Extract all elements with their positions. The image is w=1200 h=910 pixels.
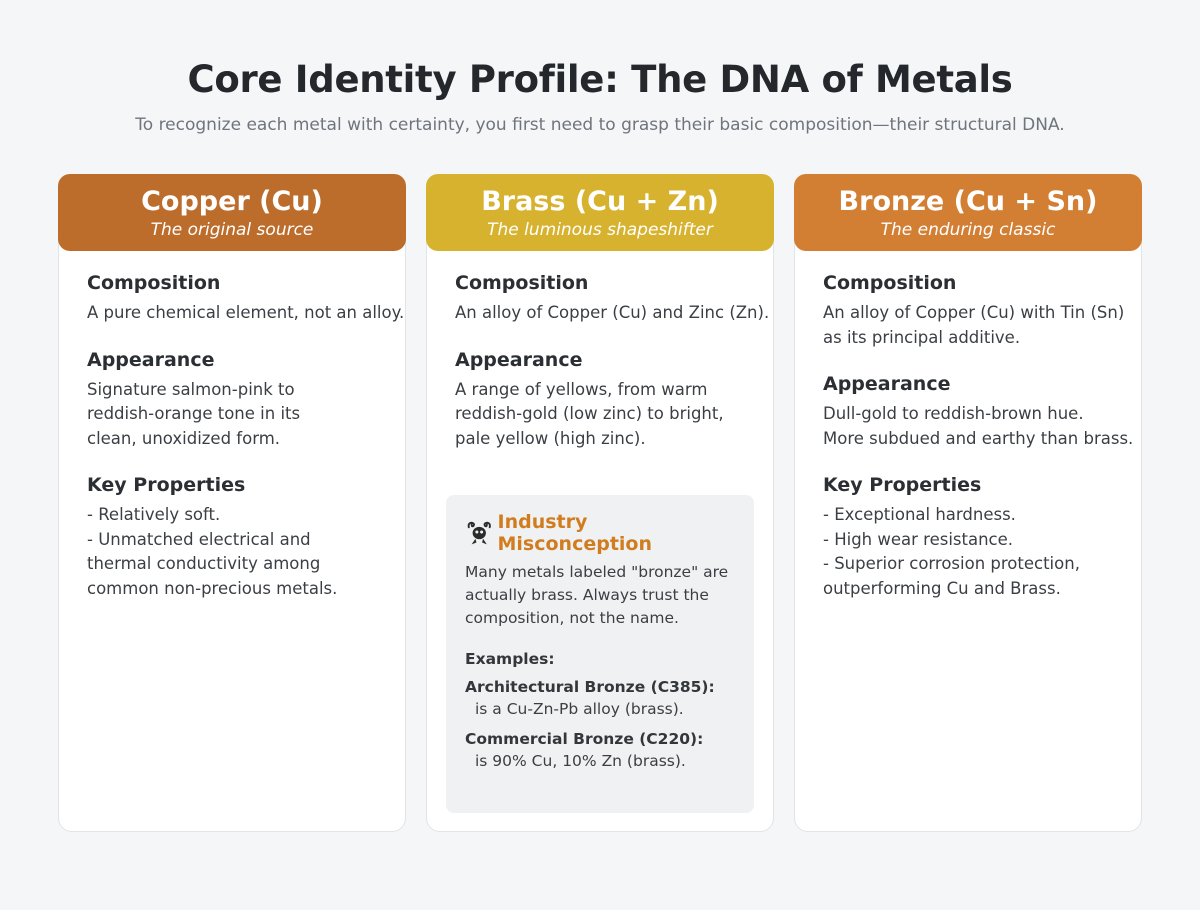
- copper-card-header: [58, 174, 406, 251]
- appearance-text: Signature salmon-pink to reddish-orange tone in its clean, unoxidized form.: [87, 379, 301, 448]
- key-properties-text: - Exceptional hardness. - High wear resistance. - Superior corrosion protection, outperforming Cu and Brass.: [823, 505, 1080, 598]
- brass-card-header: [426, 174, 774, 251]
- composition-heading: Composition: [455, 272, 589, 294]
- appearance-text: A range of yellows, from warm reddish-gold (low zinc) to bright, pale yellow (high zinc).: [455, 379, 724, 448]
- bronze-card-tagline: The enduring classic: [880, 220, 1056, 240]
- composition-text: A pure chemical element, not an alloy.: [87, 303, 405, 322]
- bronze-card-body: [823, 271, 1143, 623]
- appearance-heading: Appearance: [455, 348, 583, 371]
- appearance-text: Dull-gold to reddish-brown hue. More subdued and earthy than brass.: [823, 404, 1134, 448]
- composition-text: An alloy of Copper (Cu) with Tin (Sn) as its principal additive.: [823, 303, 1125, 347]
- bronze-card-title: Bronze (Cu + Sn): [838, 186, 1098, 217]
- composition-heading: Composition: [823, 272, 957, 294]
- callout-text: Many metals labeled "bronze" are actually brass. Always trust the composition, not the name.: [465, 563, 729, 627]
- example-description: is 90% Cu, 10% Zn (brass).: [475, 752, 686, 770]
- composition-heading: Composition: [87, 272, 221, 294]
- brass-card-body: [455, 271, 775, 473]
- bronze-card: [794, 174, 1142, 832]
- example-name: Commercial Bronze (C220):: [465, 730, 704, 748]
- callout-title: Industry Misconception: [497, 511, 652, 555]
- brass-card-tagline: The luminous shapeshifter: [487, 220, 713, 240]
- page-title: Core Identity Profile: The DNA of Metals: [187, 58, 1013, 101]
- brass-card: [426, 174, 774, 832]
- appearance-heading: Appearance: [87, 348, 215, 371]
- copper-card: [58, 174, 406, 832]
- copper-card-title: Copper (Cu): [141, 186, 323, 217]
- examples-label: Examples:: [465, 650, 555, 668]
- key-properties-heading: Key Properties: [87, 474, 246, 496]
- bull-horns-icon: [465, 518, 494, 548]
- copper-card-tagline: The original source: [150, 220, 314, 240]
- appearance-heading: Appearance: [823, 373, 951, 395]
- bronze-card-header: [794, 174, 1142, 251]
- brass-card-title: Brass (Cu + Zn): [481, 186, 719, 217]
- key-properties-heading: Key Properties: [823, 474, 982, 496]
- callout-header: [465, 511, 736, 555]
- key-properties-text: - Relatively soft. - Unmatched electrical and thermal conductivity among common non-precious metals.: [87, 505, 338, 598]
- example-name: Architectural Bronze (C385):: [465, 678, 715, 696]
- misconception-callout: [446, 495, 754, 813]
- example-description: is a Cu-Zn-Pb alloy (brass).: [475, 700, 684, 718]
- page-subtitle: To recognize each metal with certainty, you first need to grasp their basic composition—their structural DNA.: [135, 115, 1065, 135]
- copper-card-body: [87, 271, 407, 623]
- composition-text: An alloy of Copper (Cu) and Zinc (Zn).: [455, 303, 770, 322]
